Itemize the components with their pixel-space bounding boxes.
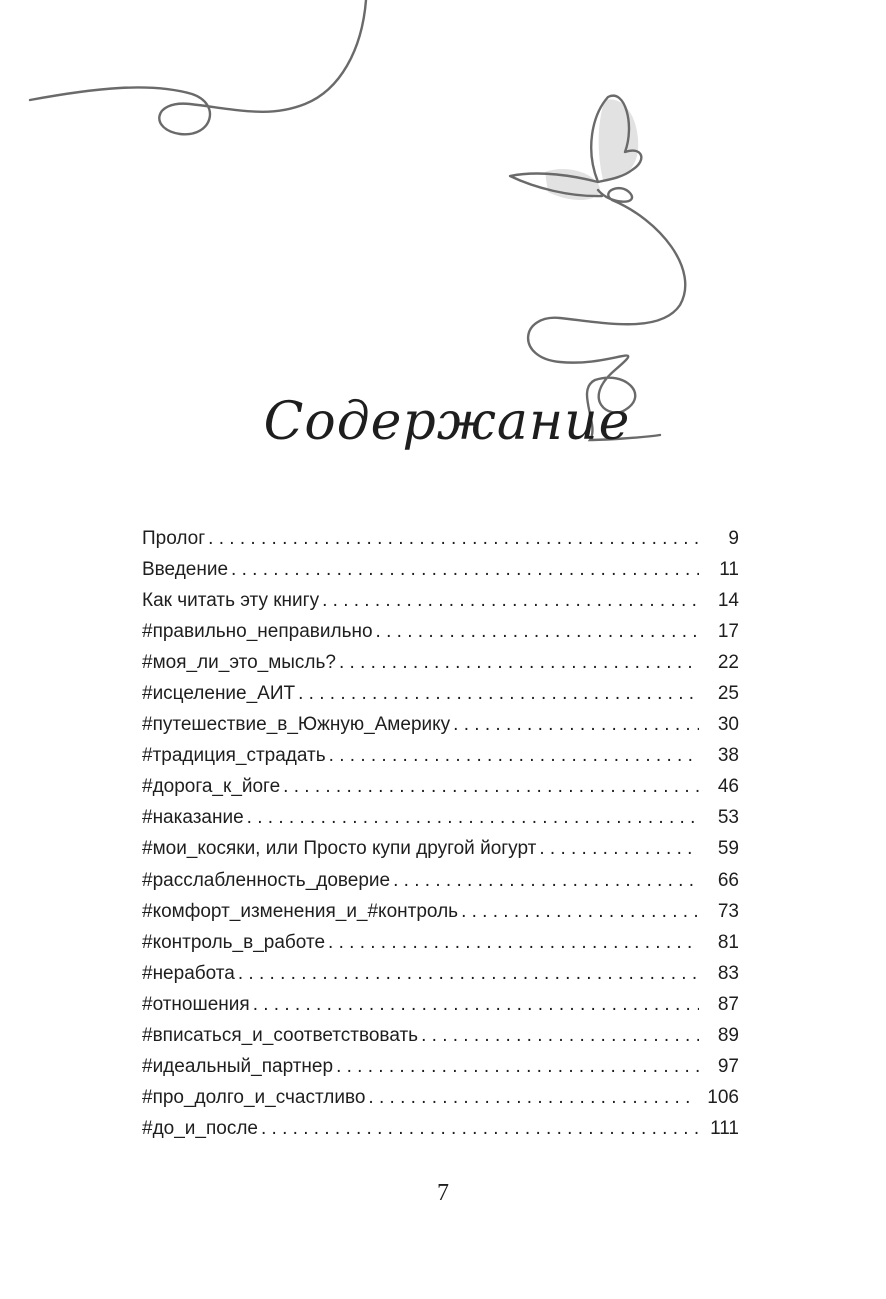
toc-entry-page: 106 — [707, 1086, 739, 1108]
dot-leader — [336, 1056, 699, 1078]
dot-leader — [393, 870, 699, 892]
toc-entry[interactable] — [142, 652, 739, 683]
toc-entry-title: #дорога_к_йоге — [142, 776, 281, 798]
toc-entry[interactable] — [142, 590, 739, 621]
toc-entry[interactable] — [142, 963, 739, 994]
dot-leader — [253, 994, 699, 1016]
dot-leader — [231, 559, 699, 581]
toc-entry-title: #про_долго_и_счастливо — [142, 1086, 366, 1108]
dot-leader — [339, 652, 699, 674]
toc-entry-title: #расслабленность_доверие — [142, 869, 391, 891]
butterfly-wing-shading — [599, 99, 639, 180]
toc-entry[interactable] — [142, 776, 739, 807]
dot-leader — [329, 745, 699, 767]
toc-entry-title: #контроль_в_работе — [142, 931, 326, 953]
toc-entry-page: 111 — [710, 1117, 739, 1139]
toc-entry-title: #традиция_страдать — [142, 745, 326, 767]
toc-entry-title: #неработа — [142, 962, 235, 984]
toc-entry-page: 73 — [717, 900, 739, 922]
toc-entry-title: #идеальный_партнер — [142, 1055, 334, 1077]
toc-entry-page: 38 — [717, 745, 739, 767]
table-of-contents — [142, 528, 739, 1149]
dot-leader — [208, 528, 699, 550]
toc-entry-page: 22 — [717, 652, 739, 674]
toc-entry[interactable] — [142, 745, 739, 776]
toc-entry[interactable] — [142, 1056, 739, 1087]
toc-entry[interactable] — [142, 838, 739, 869]
toc-entry-page: 25 — [717, 683, 739, 705]
toc-entry-page: 14 — [717, 590, 739, 612]
toc-entry[interactable] — [142, 932, 739, 963]
left-swirl-line — [30, 0, 366, 134]
dot-leader — [322, 590, 699, 612]
toc-entry-page: 87 — [717, 993, 739, 1015]
toc-entry[interactable] — [142, 528, 739, 559]
toc-entry[interactable] — [142, 621, 739, 652]
dot-leader — [539, 838, 699, 860]
dot-leader — [238, 963, 699, 985]
toc-entry-page: 66 — [717, 869, 739, 891]
toc-entry-page: 89 — [717, 1024, 739, 1046]
toc-entry-page: 46 — [717, 776, 739, 798]
dot-leader — [421, 1025, 699, 1047]
toc-entry-title: Введение — [142, 559, 229, 581]
toc-entry-title: #исцеление_АИТ — [142, 683, 296, 705]
toc-entry-title: Как читать эту книгу — [142, 590, 320, 612]
dot-leader — [453, 714, 699, 736]
toc-entry-title: #наказание — [142, 807, 244, 829]
toc-entry[interactable] — [142, 1118, 739, 1149]
toc-entry-title: #до_и_после — [142, 1117, 258, 1139]
dot-leader — [247, 807, 699, 829]
toc-entry[interactable] — [142, 901, 739, 932]
toc-entry-page: 53 — [717, 807, 739, 829]
toc-entry-title: #отношения — [142, 993, 250, 1015]
dot-leader — [461, 901, 699, 923]
dot-leader — [283, 776, 699, 798]
toc-entry-page: 30 — [717, 714, 739, 736]
toc-entry-page: 83 — [717, 962, 739, 984]
toc-entry-page: 9 — [728, 528, 739, 549]
dot-leader — [328, 932, 699, 954]
toc-entry[interactable] — [142, 1025, 739, 1056]
toc-entry-page: 97 — [717, 1055, 739, 1077]
toc-entry-page: 81 — [717, 931, 739, 953]
dot-leader — [298, 683, 699, 705]
toc-entry-title: #правильно_неправильно — [142, 621, 373, 643]
dot-leader — [368, 1087, 697, 1109]
toc-entry-title: #комфорт_изменения_и_#контроль — [142, 900, 459, 922]
toc-entry-title: Пролог — [142, 528, 206, 549]
toc-entry[interactable] — [142, 559, 739, 590]
toc-entry[interactable] — [142, 994, 739, 1025]
toc-entry-title: #путешествие_в_Южную_Америку — [142, 714, 451, 736]
dot-leader — [376, 621, 699, 643]
toc-entry-title: #мои_косяки, или Просто купи другой йогурт — [142, 838, 537, 860]
dot-leader — [261, 1118, 699, 1140]
toc-entry-page: 59 — [717, 838, 739, 860]
page-number: 7 — [437, 1180, 449, 1206]
toc-entry-title: #моя_ли_это_мысль? — [142, 652, 336, 674]
toc-entry[interactable] — [142, 1087, 739, 1118]
toc-entry[interactable] — [142, 714, 739, 745]
toc-entry[interactable] — [142, 807, 739, 838]
contents-heading: Содержание — [263, 392, 631, 452]
toc-entry[interactable] — [142, 683, 739, 714]
toc-entry[interactable] — [142, 870, 739, 901]
toc-entry-title: #вписаться_и_соответствовать — [142, 1024, 419, 1046]
toc-entry-page: 11 — [719, 559, 739, 581]
toc-entry-page: 17 — [717, 621, 739, 643]
